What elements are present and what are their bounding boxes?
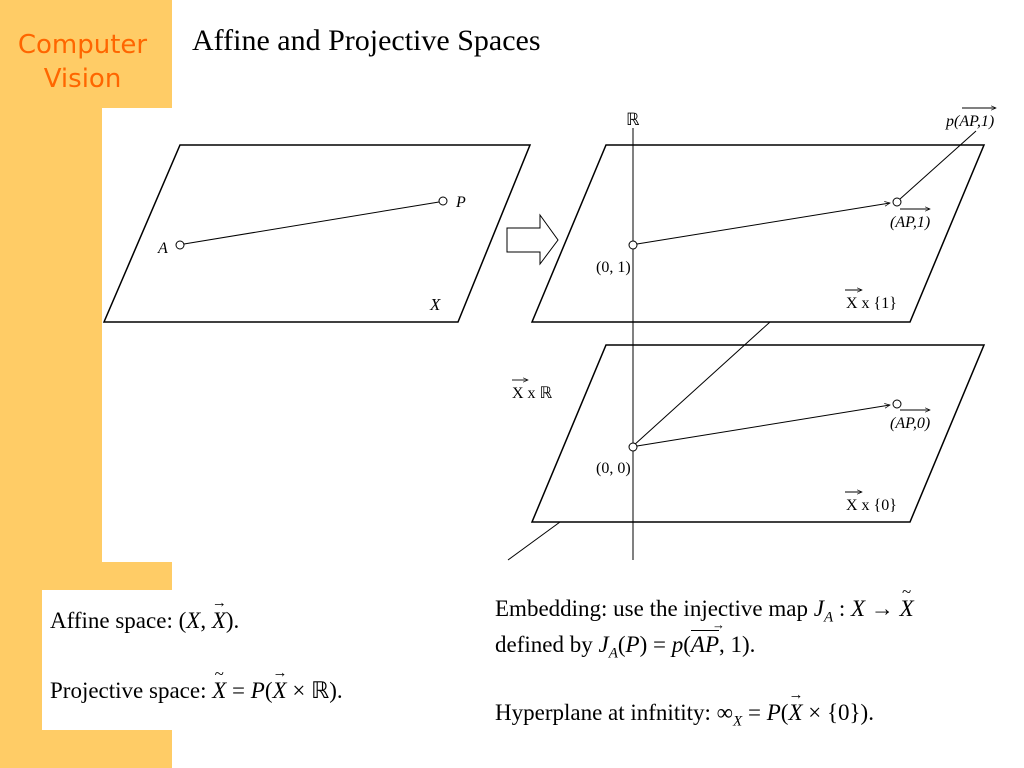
brand-line-1: Computer — [17, 30, 148, 60]
brand-line-2: Vision — [43, 64, 122, 94]
vector-ap-1 — [637, 203, 890, 244]
projective-space-definition: Projective space: ~ X = P(→ X × ℝ). — [50, 678, 343, 704]
point-a — [176, 241, 184, 249]
affine-space-definition: Affine space: (X, → X). — [50, 608, 239, 634]
label-a: A — [158, 240, 168, 257]
affine-plane — [104, 145, 530, 322]
label-0-0: (0, 0) — [596, 460, 631, 477]
affine-space-prefix: Affine space: — [50, 608, 173, 633]
hyperplane-prefix: Hyperplane at infnitity: — [495, 700, 711, 725]
label-ap-1: (AP,1) — [890, 214, 931, 231]
embedding-arrow-icon — [507, 215, 558, 264]
vector-ap — [184, 202, 439, 244]
label-r: ℝ — [626, 110, 640, 129]
hyperplane-at-infinity: Hyperplane at infnitity: $\infty_X = P(\to X \times \{0\})$. — [495, 700, 874, 731]
point-p — [439, 197, 447, 205]
plane-x-times-0 — [508, 322, 984, 560]
projection-line — [900, 131, 976, 199]
label-x-times-r: X x ℝ — [512, 385, 553, 402]
point-0-1 — [629, 241, 637, 249]
embedding-definition-line-1: Embedding: use the injective map $J_A$ : X → ~ X — [495, 596, 914, 627]
label-x: X — [430, 295, 441, 314]
projection-ray-lower — [508, 522, 560, 560]
plane-x-times-1 — [532, 108, 996, 322]
point-ap-0 — [893, 400, 901, 408]
embedding-defined-by: defined by — [495, 632, 593, 657]
point-ap-1 — [893, 198, 901, 206]
embedding-prefix: Embedding: use the injective map — [495, 596, 808, 621]
label-x-times-1: X x {1} — [846, 295, 897, 312]
vector-ap-0 — [637, 405, 890, 446]
label-x-times-0: X x {0} — [846, 497, 897, 514]
label-p: P — [456, 194, 466, 211]
projective-space-prefix: Projective space: — [50, 678, 207, 703]
label-p-ap-1: p(AP,1) — [946, 113, 995, 130]
embedding-definition-line-2: defined by $J_A(P) = p(AP$ →, 1). — [495, 630, 755, 663]
slide-title: Affine and Projective Spaces — [192, 24, 541, 57]
point-0-0 — [629, 443, 637, 451]
label-ap-0: (AP,0) — [890, 415, 931, 432]
label-0-1: (0, 1) — [596, 259, 631, 276]
